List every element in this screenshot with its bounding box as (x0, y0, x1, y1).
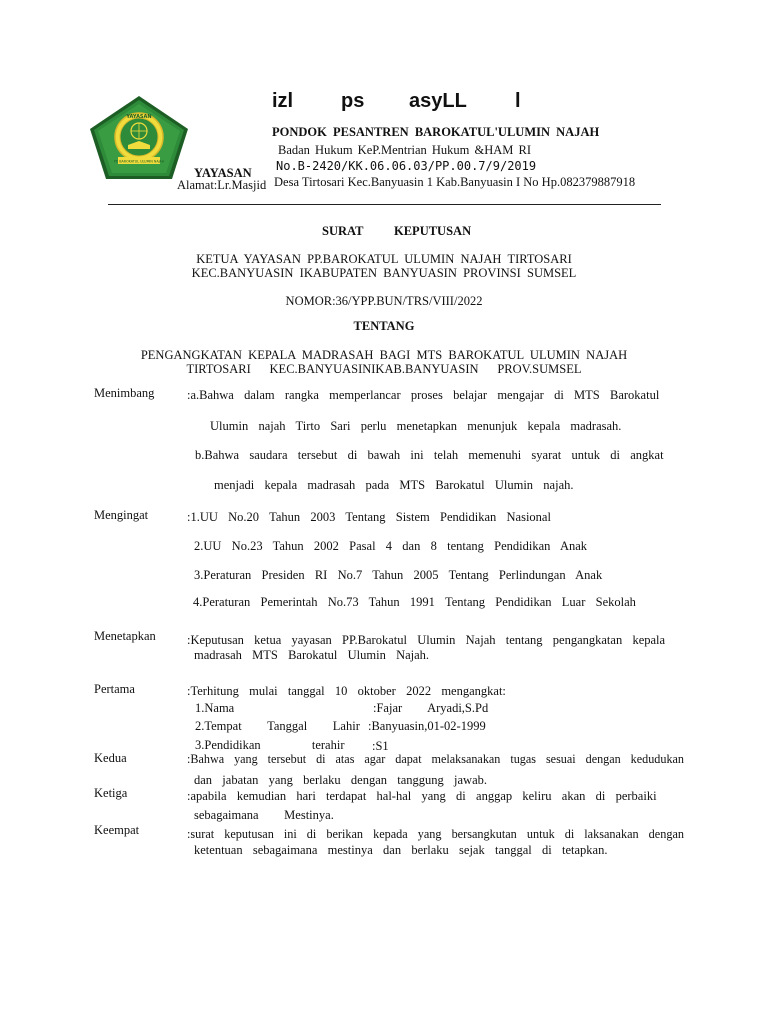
menetapkan-line-2: madrasah MTS Barokatul Ulumin Najah. (194, 648, 430, 662)
menimbang-label: Menimbang (94, 386, 155, 400)
yayasan-logo (88, 95, 190, 181)
subject-line-2: TIRTOSARI KEC.BANYUASINIKAB.BANYUASIN PROV.SUMSEL (186, 362, 582, 376)
issuer-line-1: KETUA YAYASAN PP.BAROKATUL ULUMIN NAJAH TIRTOSARI (196, 252, 572, 266)
issuer-line-2: KEC.BANYUASIN IKABUPATEN BANYUASIN PROVINSI SUMSEL (191, 266, 577, 280)
ketiga-line-1: :apabila kemudian hari terdapat hal-hal yang di anggap keliru akan di perbaiki (187, 789, 657, 803)
pertama-label: Pertama (94, 682, 135, 696)
ketiga-line-2: sebagaimana Mestinya. (194, 808, 334, 822)
pertama-pendidikan-key: 3.Pendidikan terahir (195, 738, 345, 752)
kedua-line-1: :Bahwa yang tersebut di atas agar dapat melaksanakan tugas sesuai dengan kedudukan (187, 752, 684, 766)
tentang-heading: TENTANG (353, 319, 415, 333)
mengingat-label: Mengingat (94, 508, 149, 522)
kedua-label: Kedua (94, 751, 127, 765)
pertama-nama-value: :Fajar Aryadi,S.Pd (373, 701, 489, 715)
pertama-pendidikan-value: :S1 (372, 739, 389, 753)
menimbang-a-line-1: :a.Bahwa dalam rangka memperlancar proses belajar mengajar di MTS Barokatul (187, 388, 660, 402)
surat-title-b: KEPUTUSAN (394, 224, 472, 238)
subject-line-1: PENGANGKATAN KEPALA MADRASAH BAGI MTS BAROKATUL ULUMIN NAJAH (140, 348, 628, 362)
menetapkan-label: Menetapkan (94, 629, 156, 643)
mengingat-item-3: 3.Peraturan Presiden RI No.7 Tahun 2005 Tentang Perlindungan Anak (194, 568, 603, 582)
menimbang-b-line-2: menjadi kepala madrasah pada MTS Barokatul Ulumin najah. (214, 478, 574, 492)
svg-text:YAYASAN: YAYASAN (126, 114, 152, 120)
mengingat-item-1: :1.UU No.20 Tahun 2003 Tentang Sistem Pendidikan Nasional (187, 510, 551, 524)
header-title-part-3: asyLL (409, 90, 467, 112)
surat-title-a: SURAT (322, 224, 364, 238)
alamat-label: Alamat:Lr.Masjid (177, 178, 267, 192)
badan-hukum: Badan Hukum KeP.Mentrian Hukum &HAM RI (278, 143, 532, 157)
header-title-part-2: ps (341, 90, 365, 112)
keempat-label: Keempat (94, 823, 140, 837)
header-title-part-1: izl (272, 90, 294, 112)
menimbang-a-line-2: Ulumin najah Tirto Sari perlu menetapkan menunjuk kepala madrasah. (210, 419, 622, 433)
header-divider (108, 204, 661, 205)
svg-text:PP. BAROKATUL ULUMIN NAJAH: PP. BAROKATUL ULUMIN NAJAH (113, 159, 165, 164)
alamat-text: Desa Tirtosari Kec.Banyuasin 1 Kab.Banyuasin I No Hp.082379887918 (274, 175, 636, 189)
ketiga-label: Ketiga (94, 786, 128, 800)
pondok-name: PONDOK PESANTREN BAROKATUL'ULUMIN NAJAH (272, 125, 600, 139)
header-title-part-4: l (515, 90, 521, 112)
pertama-ttl-value: :Banyuasin,01-02-1999 (368, 719, 486, 733)
keempat-line-2: ketentuan sebagaimana mestinya dan berlaku sejak tanggal di tetapkan. (194, 843, 608, 857)
mengingat-item-4: 4.Peraturan Pemerintah No.73 Tahun 1991 Tentang Pendidikan Luar Sekolah (193, 595, 636, 609)
pertama-nama-key: 1.Nama (195, 701, 235, 715)
menetapkan-line-1: :Keputusan ketua yayasan PP.Barokatul Ulumin Najah tentang pengangkatan kepala (187, 633, 666, 647)
pertama-ttl-key: 2.Tempat Tanggal Lahir (195, 719, 360, 733)
mengingat-item-2: 2.UU No.23 Tahun 2002 Pasal 4 dan 8 tentang Pendidikan Anak (194, 539, 588, 553)
nomor: NOMOR:36/YPP.BUN/TRS/VIII/2022 (285, 294, 483, 308)
menimbang-b-line-1: b.Bahwa saudara tersebut di bawah ini telah memenuhi syarat untuk di angkat (195, 448, 664, 462)
kedua-line-2: dan jabatan yang berlaku dengan tanggung jawab. (194, 773, 488, 787)
pertama-intro: :Terhitung mulai tanggal 10 oktober 2022 mengangkat: (187, 684, 506, 698)
yayasan-label: YAYASAN (194, 166, 252, 180)
keempat-line-1: :surat keputusan ini di berikan kepada yang bersangkutan untuk di laksanakan dengan (187, 827, 684, 841)
register-number: No.B-2420/KK.06.06.03/PP.00.7/9/2019 (276, 159, 537, 173)
